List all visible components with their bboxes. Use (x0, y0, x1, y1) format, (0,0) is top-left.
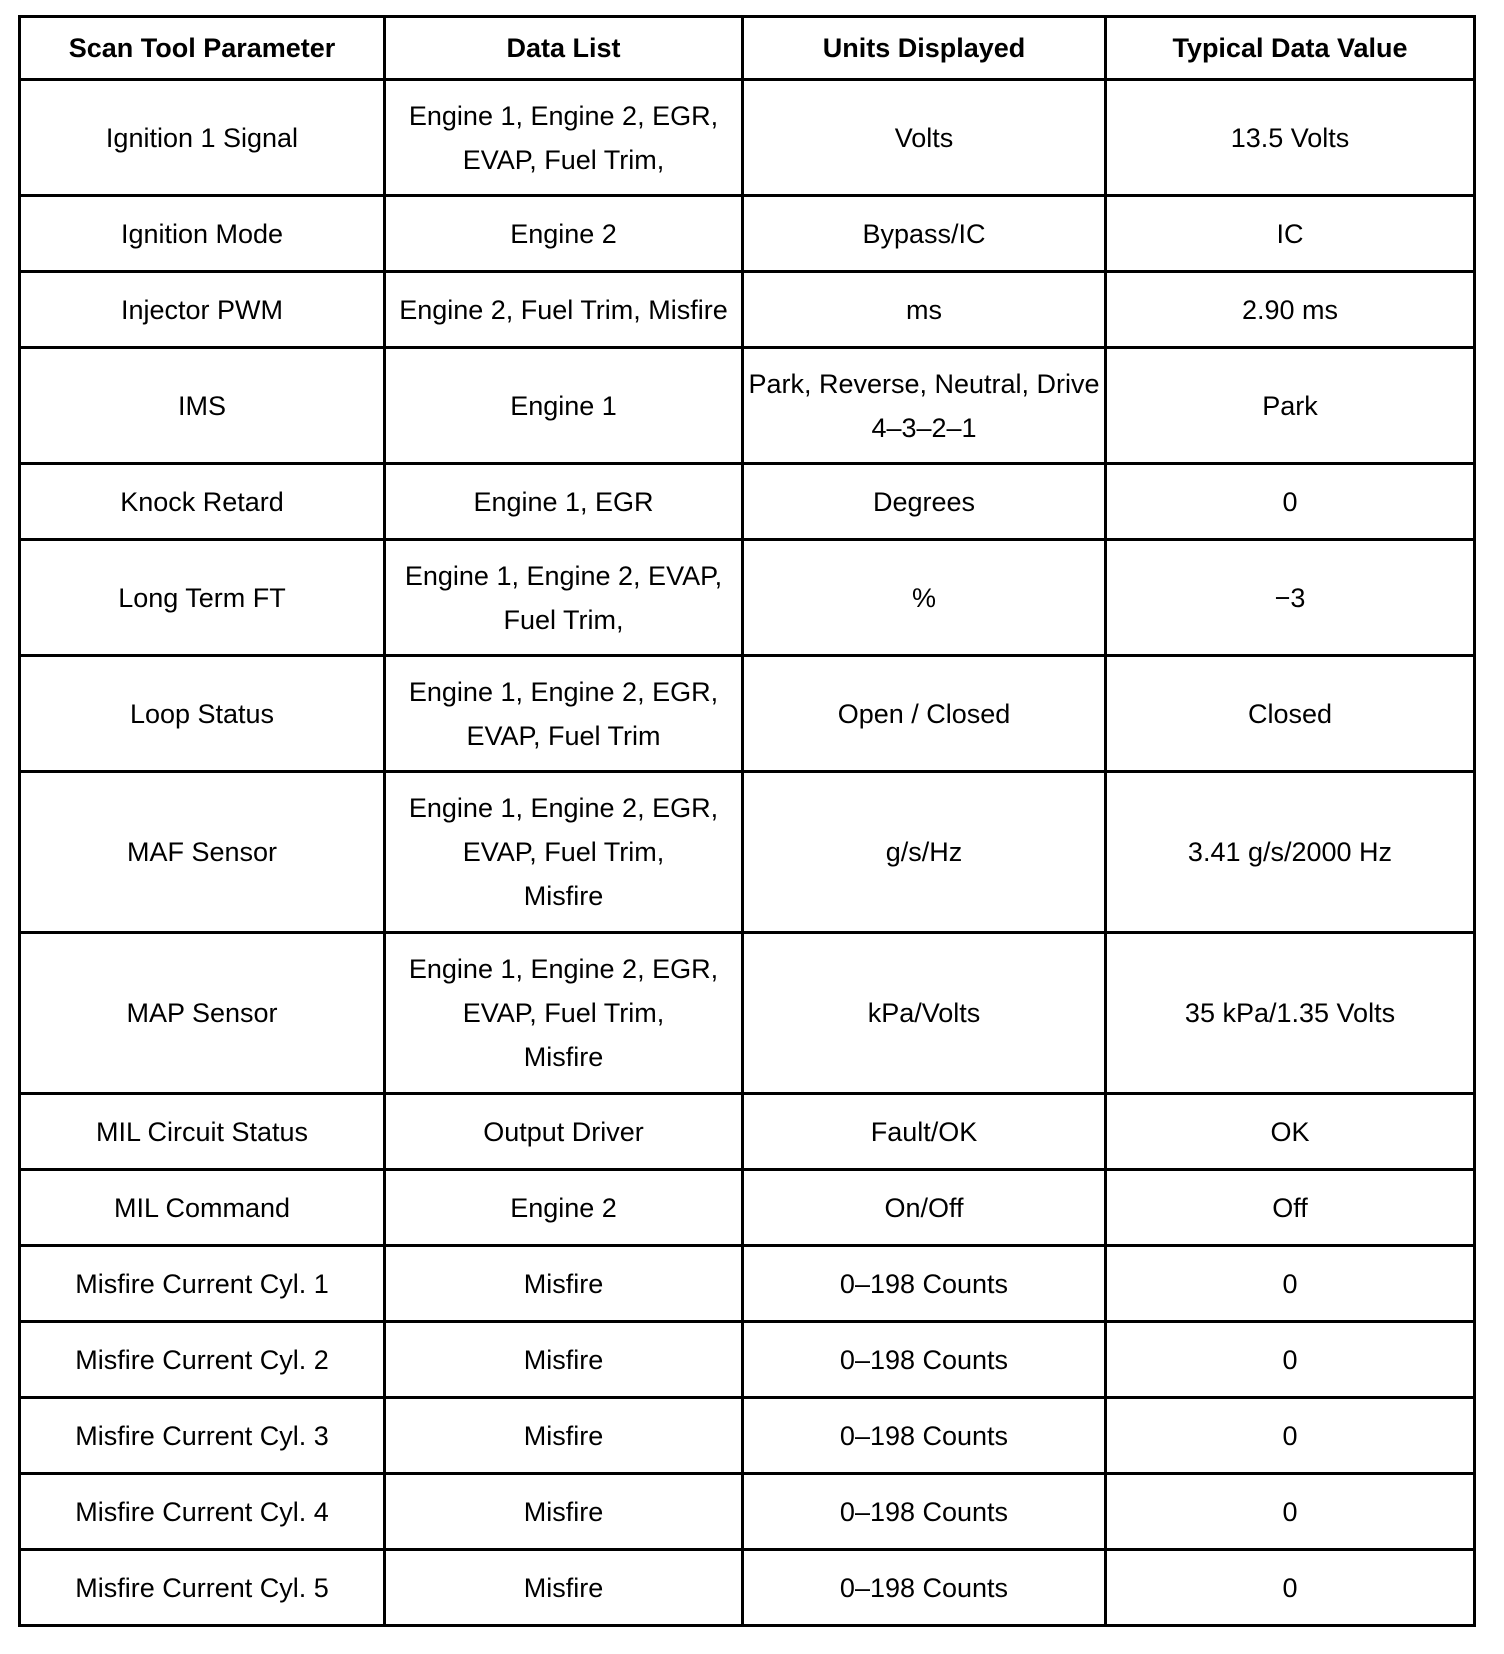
typical-value-cell: 0 (1106, 1398, 1475, 1474)
parameter-cell: Ignition Mode (20, 196, 385, 272)
data-list-cell: Engine 1, Engine 2, EVAP, Fuel Trim, (385, 540, 743, 656)
table-row (20, 772, 1475, 933)
units-cell: 0–198 Counts (743, 1550, 1106, 1626)
table-row (20, 1550, 1475, 1626)
units-cell: 0–198 Counts (743, 1246, 1106, 1322)
typical-value-cell: Off (1106, 1170, 1475, 1246)
header-units-displayed: Units Displayed (743, 17, 1106, 80)
data-list-cell: Engine 1, Engine 2, EGR, EVAP, Fuel Trim, Misfire (385, 772, 743, 933)
data-list-cell: Engine 2, Fuel Trim, Misfire (385, 272, 743, 348)
scan-tool-data-table (18, 15, 1476, 1627)
units-cell: g/s/Hz (743, 772, 1106, 933)
table-row (20, 1246, 1475, 1322)
parameter-cell: Loop Status (20, 656, 385, 772)
table-row (20, 1170, 1475, 1246)
table-row (20, 1322, 1475, 1398)
header-data-list: Data List (385, 17, 743, 80)
data-list-cell: Misfire (385, 1398, 743, 1474)
units-cell: Fault/OK (743, 1094, 1106, 1170)
typical-value-cell: 0 (1106, 1322, 1475, 1398)
typical-value-cell: 13.5 Volts (1106, 80, 1475, 196)
data-list-cell: Engine 1, EGR (385, 464, 743, 540)
parameter-cell: Knock Retard (20, 464, 385, 540)
parameter-cell: MAP Sensor (20, 933, 385, 1094)
parameter-cell: Misfire Current Cyl. 5 (20, 1550, 385, 1626)
typical-value-cell: 3.41 g/s/2000 Hz (1106, 772, 1475, 933)
units-cell: % (743, 540, 1106, 656)
data-list-cell: Engine 1 (385, 348, 743, 464)
data-list-cell: Engine 2 (385, 196, 743, 272)
parameter-cell: Misfire Current Cyl. 4 (20, 1474, 385, 1550)
typical-value-cell: Closed (1106, 656, 1475, 772)
units-cell: Degrees (743, 464, 1106, 540)
typical-value-cell: 0 (1106, 464, 1475, 540)
units-cell: ms (743, 272, 1106, 348)
parameter-cell: MIL Circuit Status (20, 1094, 385, 1170)
data-list-cell: Misfire (385, 1322, 743, 1398)
units-cell: On/Off (743, 1170, 1106, 1246)
data-list-cell: Misfire (385, 1550, 743, 1626)
table-row (20, 272, 1475, 348)
data-list-cell: Engine 2 (385, 1170, 743, 1246)
typical-value-cell: 0 (1106, 1246, 1475, 1322)
data-list-cell: Engine 1, Engine 2, EGR, EVAP, Fuel Trim, (385, 80, 743, 196)
typical-value-cell: −3 (1106, 540, 1475, 656)
parameter-cell: Injector PWM (20, 272, 385, 348)
table-row (20, 1474, 1475, 1550)
typical-value-cell: OK (1106, 1094, 1475, 1170)
units-cell: Bypass/IC (743, 196, 1106, 272)
table-row (20, 540, 1475, 656)
typical-value-cell: Park (1106, 348, 1475, 464)
parameter-cell: Misfire Current Cyl. 1 (20, 1246, 385, 1322)
typical-value-cell: IC (1106, 196, 1475, 272)
data-list-cell: Misfire (385, 1246, 743, 1322)
typical-value-cell: 35 kPa/1.35 Volts (1106, 933, 1475, 1094)
units-cell: Volts (743, 80, 1106, 196)
typical-value-cell: 0 (1106, 1550, 1475, 1626)
parameter-cell: Misfire Current Cyl. 3 (20, 1398, 385, 1474)
table-row (20, 1094, 1475, 1170)
parameter-cell: MAF Sensor (20, 772, 385, 933)
header-row (20, 17, 1475, 80)
table-row (20, 80, 1475, 196)
typical-value-cell: 2.90 ms (1106, 272, 1475, 348)
table-row (20, 656, 1475, 772)
header-typical-data-value: Typical Data Value (1106, 17, 1475, 80)
parameter-cell: Ignition 1 Signal (20, 80, 385, 196)
table-row (20, 464, 1475, 540)
parameter-cell: MIL Command (20, 1170, 385, 1246)
units-cell: Park, Reverse, Neutral, Drive 4–3–2–1 (743, 348, 1106, 464)
data-list-cell: Engine 1, Engine 2, EGR, EVAP, Fuel Trim, Misfire (385, 933, 743, 1094)
data-list-cell: Output Driver (385, 1094, 743, 1170)
units-cell: 0–198 Counts (743, 1398, 1106, 1474)
parameter-cell: IMS (20, 348, 385, 464)
units-cell: Open / Closed (743, 656, 1106, 772)
table-row (20, 348, 1475, 464)
units-cell: kPa/Volts (743, 933, 1106, 1094)
table-row (20, 196, 1475, 272)
table-row (20, 933, 1475, 1094)
header-scan-tool-parameter: Scan Tool Parameter (20, 17, 385, 80)
parameter-cell: Misfire Current Cyl. 2 (20, 1322, 385, 1398)
data-list-cell: Engine 1, Engine 2, EGR, EVAP, Fuel Trim (385, 656, 743, 772)
units-cell: 0–198 Counts (743, 1474, 1106, 1550)
units-cell: 0–198 Counts (743, 1322, 1106, 1398)
table-row (20, 1398, 1475, 1474)
typical-value-cell: 0 (1106, 1474, 1475, 1550)
parameter-cell: Long Term FT (20, 540, 385, 656)
data-list-cell: Misfire (385, 1474, 743, 1550)
